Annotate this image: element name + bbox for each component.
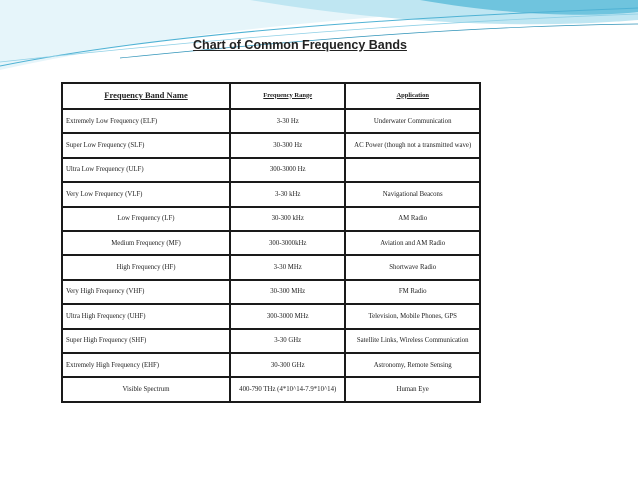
application-cell: AM Radio <box>345 207 480 231</box>
table-row <box>62 280 480 304</box>
application-cell: Shortwave Radio <box>345 255 480 279</box>
range-cell: 400-790 THz (4*10^14-7.9*10^14) <box>230 377 345 402</box>
range-cell: 300-3000 Hz <box>230 158 345 182</box>
table-row <box>62 329 480 353</box>
header-band-name: Frequency Band Name <box>62 83 230 109</box>
band-name-cell: Visible Spectrum <box>62 377 230 402</box>
table-row <box>62 182 480 206</box>
header-frequency-range: Frequency Range <box>230 83 345 109</box>
table-row <box>62 231 480 255</box>
band-name-cell: Super Low Frequency (SLF) <box>62 133 230 157</box>
application-cell: Underwater Communication <box>345 109 480 133</box>
table-row <box>62 353 480 377</box>
header-application: Application <box>345 83 480 109</box>
application-cell: Aviation and AM Radio <box>345 231 480 255</box>
table-row <box>62 255 480 279</box>
application-cell: Satellite Links, Wireless Communication <box>345 329 480 353</box>
range-cell: 3-30 MHz <box>230 255 345 279</box>
band-name-cell: Very Low Frequency (VLF) <box>62 182 230 206</box>
range-cell: 3-30 kHz <box>230 182 345 206</box>
range-cell: 30-300 MHz <box>230 280 345 304</box>
range-cell: 300-3000 MHz <box>230 304 345 328</box>
range-cell: 30-300 Hz <box>230 133 345 157</box>
band-name-cell: Ultra Low Frequency (ULF) <box>62 158 230 182</box>
application-cell: FM Radio <box>345 280 480 304</box>
range-cell: 3-30 Hz <box>230 109 345 133</box>
band-name-cell: Low Frequency (LF) <box>62 207 230 231</box>
range-cell: 30-300 GHz <box>230 353 345 377</box>
band-name-cell: Very High Frequency (VHF) <box>62 280 230 304</box>
application-cell: Human Eye <box>345 377 480 402</box>
table-row <box>62 304 480 328</box>
application-cell <box>345 158 480 182</box>
band-name-cell: Medium Frequency (MF) <box>62 231 230 255</box>
table-row <box>62 133 480 157</box>
application-cell: Television, Mobile Phones, GPS <box>345 304 480 328</box>
band-name-cell: Ultra High Frequency (UHF) <box>62 304 230 328</box>
range-cell: 300-3000kHz <box>230 231 345 255</box>
application-cell: Astronomy, Remote Sensing <box>345 353 480 377</box>
table-row <box>62 377 480 402</box>
range-cell: 3-30 GHz <box>230 329 345 353</box>
application-cell: AC Power (though not a transmitted wave) <box>345 133 480 157</box>
table-row <box>62 109 480 133</box>
range-cell: 30-300 kHz <box>230 207 345 231</box>
table-row <box>62 158 480 182</box>
table-row <box>62 207 480 231</box>
table-header-row <box>62 83 480 109</box>
band-name-cell: High Frequency (HF) <box>62 255 230 279</box>
application-cell: Navigational Beacons <box>345 182 480 206</box>
band-name-cell: Extremely High Frequency (EHF) <box>62 353 230 377</box>
page-title: Chart of Common Frequency Bands <box>193 38 407 52</box>
band-name-cell: Super High Frequency (SHF) <box>62 329 230 353</box>
band-name-cell: Extremely Low Frequency (ELF) <box>62 109 230 133</box>
frequency-bands-table <box>61 82 481 403</box>
